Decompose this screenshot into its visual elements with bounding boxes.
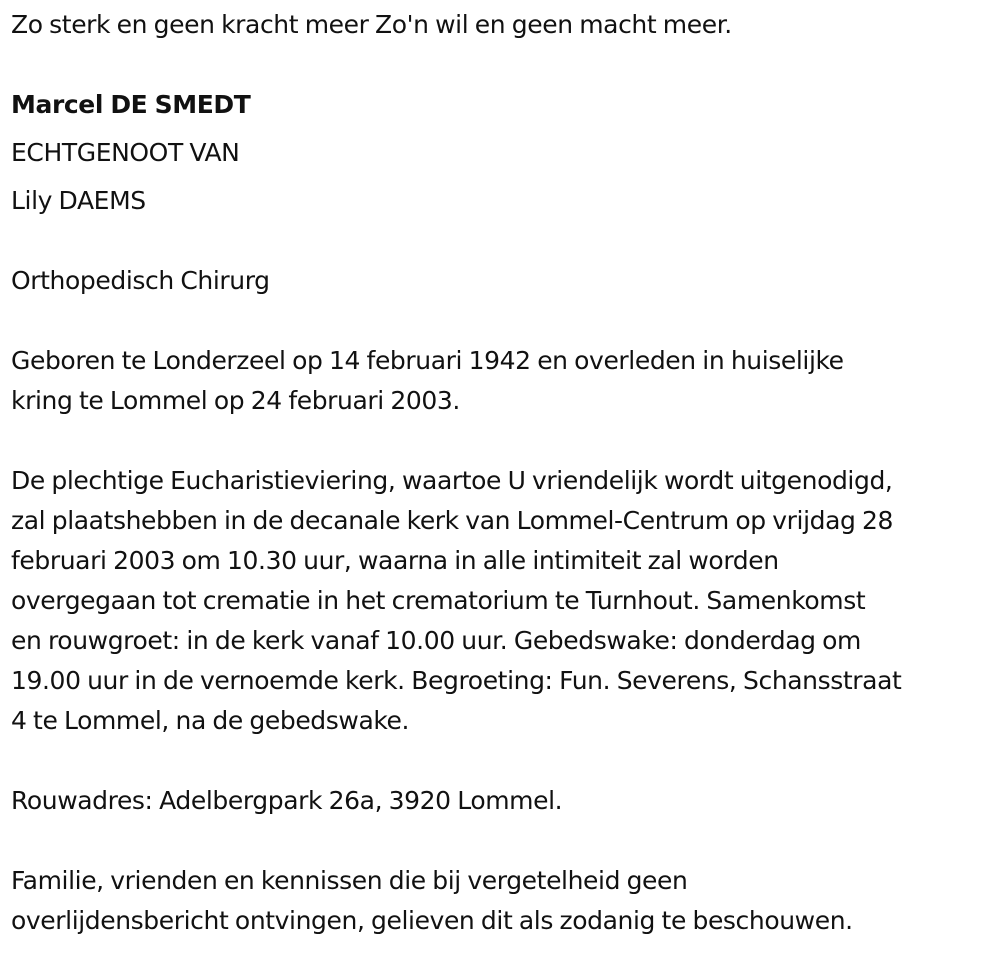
ceremony-line-5: en rouwgroet: in de kerk vanaf 10.00 uur. Gebedswake: donderdag om <box>11 626 862 655</box>
ceremony-line-1: De plechtige Eucharistieviering, waartoe U vriendelijk wordt uitgenodigd, <box>11 466 893 495</box>
ceremony-line-7: 4 te Lommel, na de gebedswake. <box>11 706 410 735</box>
closing-line-1: Familie, vrienden en kennissen die bij vergetelheid geen <box>11 866 688 895</box>
deceased-name: Marcel DE SMEDT <box>11 90 251 119</box>
quote: Zo sterk en geen kracht meer Zo'n wil en geen macht meer. <box>11 10 732 39</box>
ceremony-line-2: zal plaatshebben in de decanale kerk van Lommel-Centrum op vrijdag 28 <box>11 506 894 535</box>
profession: Orthopedisch Chirurg <box>11 266 270 295</box>
birth-death-line-1: Geboren te Londerzeel op 14 februari 1942 en overleden in huiselijke <box>11 346 844 375</box>
ceremony-line-4: overgegaan tot crematie in het crematorium te Turnhout. Samenkomst <box>11 586 866 615</box>
ceremony-line-6: 19.00 uur in de vernoemde kerk. Begroeting: Fun. Severens, Schansstraat <box>11 666 902 695</box>
closing-line-2: overlijdensbericht ontvingen, gelieven dit als zodanig te beschouwen. <box>11 906 853 935</box>
ceremony-line-3: februari 2003 om 10.30 uur, waarna in alle intimiteit zal worden <box>11 546 779 575</box>
relation-label: ECHTGENOOT VAN <box>11 138 240 167</box>
mourning-address: Rouwadres: Adelbergpark 26a, 3920 Lommel. <box>11 786 563 815</box>
birth-death-line-2: kring te Lommel op 24 februari 2003. <box>11 386 460 415</box>
spouse-name: Lily DAEMS <box>11 186 146 215</box>
